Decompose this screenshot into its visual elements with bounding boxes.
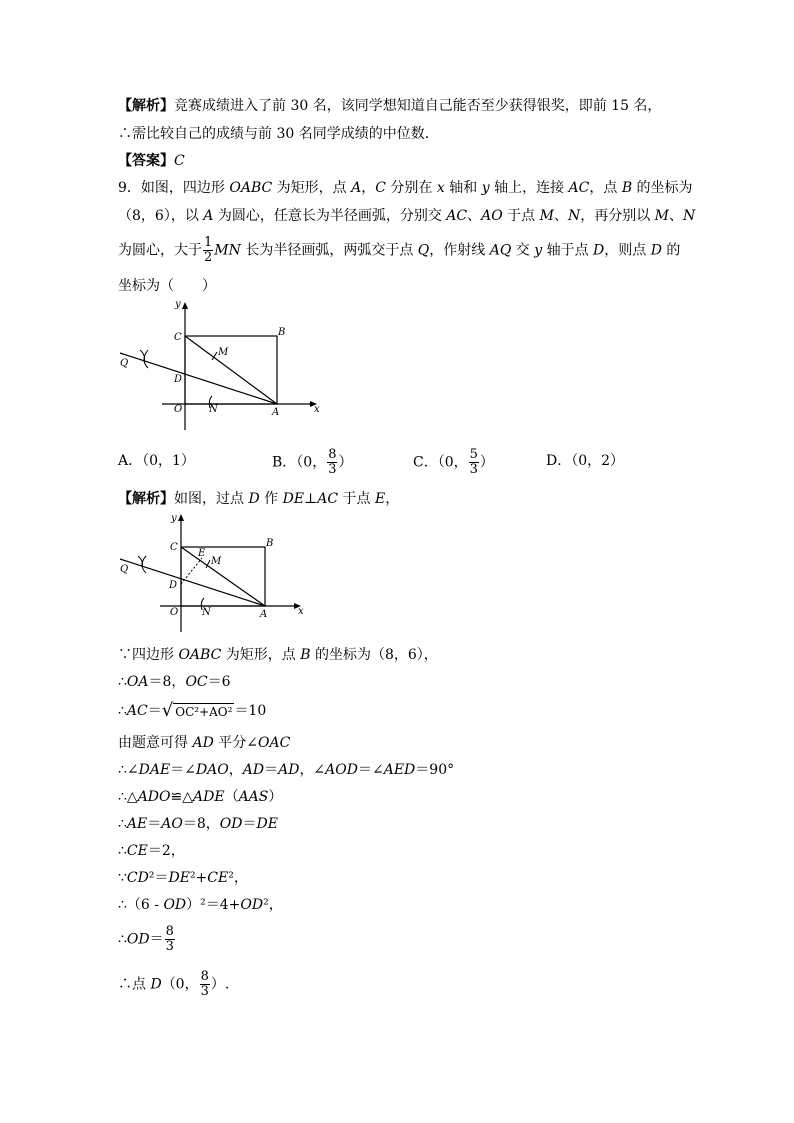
segment-ac xyxy=(185,336,277,404)
label-c: C xyxy=(174,332,182,343)
solution-figure xyxy=(118,512,308,637)
step-6: ∴△ADO≌△ADE（AAS） xyxy=(118,789,283,805)
step-12: ∴点 D（0， $\frac{8}{3}$ ）. xyxy=(118,969,230,999)
step-8: ∴CE＝2， xyxy=(118,843,185,859)
analysis-tag: 【解析】 xyxy=(118,98,174,114)
svg-text:x: x xyxy=(298,606,304,617)
label-y: y xyxy=(175,300,181,310)
answer-value: C xyxy=(174,153,185,169)
step-9: ∵CD²＝DE²+CE²， xyxy=(118,870,248,886)
solution-intro: 【解析】如图，过点 D 作 DE⊥AC 于点 E， xyxy=(118,491,400,507)
svg-text:C: C xyxy=(170,542,178,553)
option-c: C．（0， $\frac{5}{3}$ ） xyxy=(413,447,494,477)
svg-text:A: A xyxy=(260,609,268,620)
svg-text:D: D xyxy=(169,580,178,591)
svg-text:Q: Q xyxy=(120,564,129,575)
option-d: D．（0，2） xyxy=(546,453,625,469)
label-n: N xyxy=(209,404,218,415)
svg-text:M: M xyxy=(211,556,222,567)
step-3: ∴AC＝√ OC²+AO² ＝10 xyxy=(118,700,267,721)
fraction-half: $\frac{1}{2}$ xyxy=(204,235,213,265)
svg-text:N: N xyxy=(202,607,211,618)
answer-tag: 【答案】 xyxy=(118,153,174,169)
option-a: A．（0，1） xyxy=(118,453,195,469)
label-d: D xyxy=(174,374,183,385)
step-11: ∴OD＝ $\frac{8}{3}$ xyxy=(118,924,174,954)
step-2: ∴OA＝8，OC＝6 xyxy=(118,674,231,690)
segment-de xyxy=(181,558,202,584)
question-line-1: 9．如图，四边形 OABC 为矩形，点 A，C 分别在 x 轴和 y 轴上，连接 AC，点 B 的坐标为 xyxy=(118,180,693,196)
label-q: Q xyxy=(120,358,129,369)
svg-text:B: B xyxy=(266,538,274,549)
label-a: A xyxy=(272,407,280,418)
label-m: M xyxy=(218,347,229,358)
step-7: ∴AE＝AO＝8，OD＝DE xyxy=(118,816,278,832)
question-line-4: 坐标为（ ） xyxy=(118,278,216,294)
option-b: B．（0， $\frac{8}{3}$ ） xyxy=(272,447,353,477)
svg-text:O: O xyxy=(170,607,179,618)
analysis-line-1: 【解析】竞赛成绩进入了前 30 名，该同学想知道自己能否至少获得银奖，即前 15 名， xyxy=(118,98,662,114)
y-axis-arrow xyxy=(182,302,188,309)
question-line-3: 为圆心，大于 $\frac{1}{2}$ MN 长为半径画弧，两弧交于点 Q，作射线 AQ 交 y 轴于点 D，则点 D 的 xyxy=(118,235,681,265)
question-figure xyxy=(118,300,328,435)
analysis-line-2: ∴需比较自己的成绩与前 30 名同学成绩的中位数． xyxy=(118,126,439,142)
step-4: 由题意可得 AD 平分∠OAC xyxy=(118,735,291,751)
svg-text:y: y xyxy=(171,513,177,524)
step-1: ∵四边形 OABC 为矩形，点 B 的坐标为（8，6）， xyxy=(118,647,438,663)
step-10: ∴（6 - OD）²＝4+OD²， xyxy=(118,897,283,913)
label-o: O xyxy=(174,404,183,415)
radicand: OC²+AO² xyxy=(175,704,233,719)
label-e: E xyxy=(198,548,206,559)
answer-line xyxy=(118,151,185,171)
label-b: B xyxy=(278,327,286,338)
question-line-2: （8，6），以 A 为圆心，任意长为半径画弧，分别交 AC、AO 于点 M、N，再分别以 M、N xyxy=(118,208,696,224)
label-x: x xyxy=(314,404,320,415)
step-5: ∴∠DAE＝∠DAO，AD＝AD，∠AOD＝∠AED＝90° xyxy=(118,762,455,778)
